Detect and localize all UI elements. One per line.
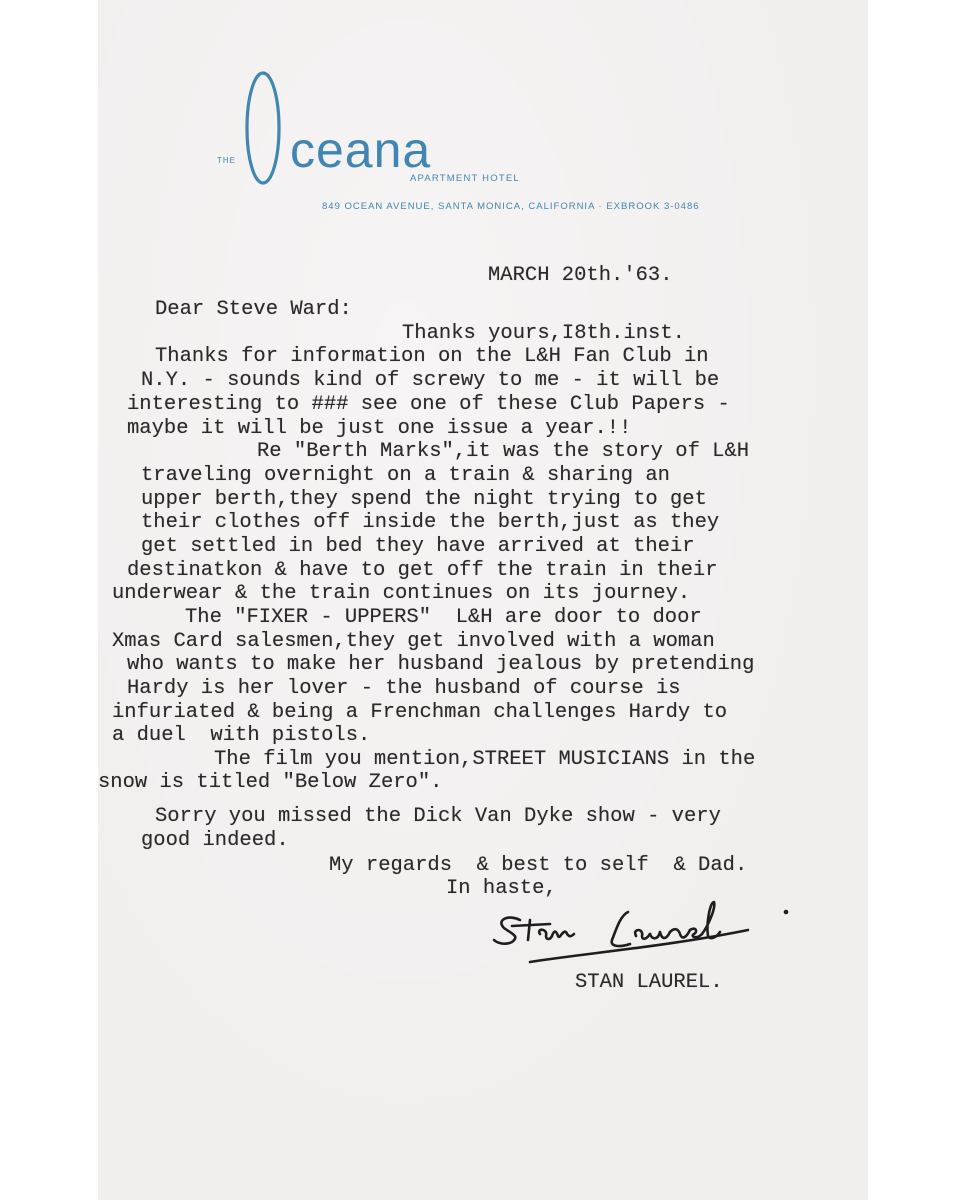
letter-line: good indeed. <box>141 829 289 852</box>
letter-line: infuriated & being a Frenchman challenges Hardy to <box>112 701 728 724</box>
letter-line: The "FIXER - UPPERS" L&H are door to door <box>185 606 702 629</box>
letter-line: Hardy is her lover - the husband of course is <box>127 677 681 700</box>
letter-line: In haste, <box>446 877 557 900</box>
letter-salutation: Dear Steve Ward: <box>155 298 352 321</box>
letter-line: N.Y. - sounds kind of screwy to me - it will be <box>141 369 720 392</box>
letter-line: upper berth,they spend the night trying to get <box>141 488 707 511</box>
letter-line: maybe it will be just one issue a year.!! <box>127 417 632 440</box>
letterhead-address: 849 OCEAN AVENUE, SANTA MONICA, CALIFORNIA · EXBROOK 3-0486 <box>322 201 700 212</box>
letter-line: their clothes off inside the berth,just as they <box>141 511 720 534</box>
letter-line: underwear & the train continues on its journey. <box>112 582 691 605</box>
letter-line: a duel with pistols. <box>112 724 371 747</box>
letterhead-the: THE <box>217 156 236 165</box>
letter-line: Re "Berth Marks",it was the story of L&H <box>257 440 750 463</box>
letter-line: The film you mention,STREET MUSICIANS in the <box>214 748 756 771</box>
oceana-logo-text: ceana <box>290 122 432 178</box>
letterhead-subtitle: APARTMENT HOTEL <box>410 173 520 184</box>
letter-line: who wants to make her husband jealous by pretending <box>127 653 755 676</box>
typed-name: STAN LAUREL. <box>575 971 723 994</box>
signature <box>490 890 800 970</box>
letter-line: Thanks for information on the L&H Fan Club in <box>155 345 709 368</box>
letter-line: Sorry you missed the Dick Van Dyke show - very <box>155 805 721 828</box>
letter-line: Xmas Card salesmen,they get involved with a woman <box>112 630 715 653</box>
letter-line: get settled in bed they have arrived at their <box>141 535 695 558</box>
oceana-logo <box>220 70 550 190</box>
letter-date: MARCH 20th.'63. <box>488 264 673 287</box>
letter-line: My regards & best to self & Dad. <box>329 854 748 877</box>
letter-line: traveling overnight on a train & sharing an <box>141 464 670 487</box>
letter-line: snow is titled "Below Zero". <box>98 771 443 794</box>
letter-line: interesting to ### see one of these Club Papers - <box>127 393 730 416</box>
letter-line: Thanks yours,I8th.inst. <box>402 322 685 345</box>
letter-line: destinatkon & have to get off the train in their <box>127 559 718 582</box>
